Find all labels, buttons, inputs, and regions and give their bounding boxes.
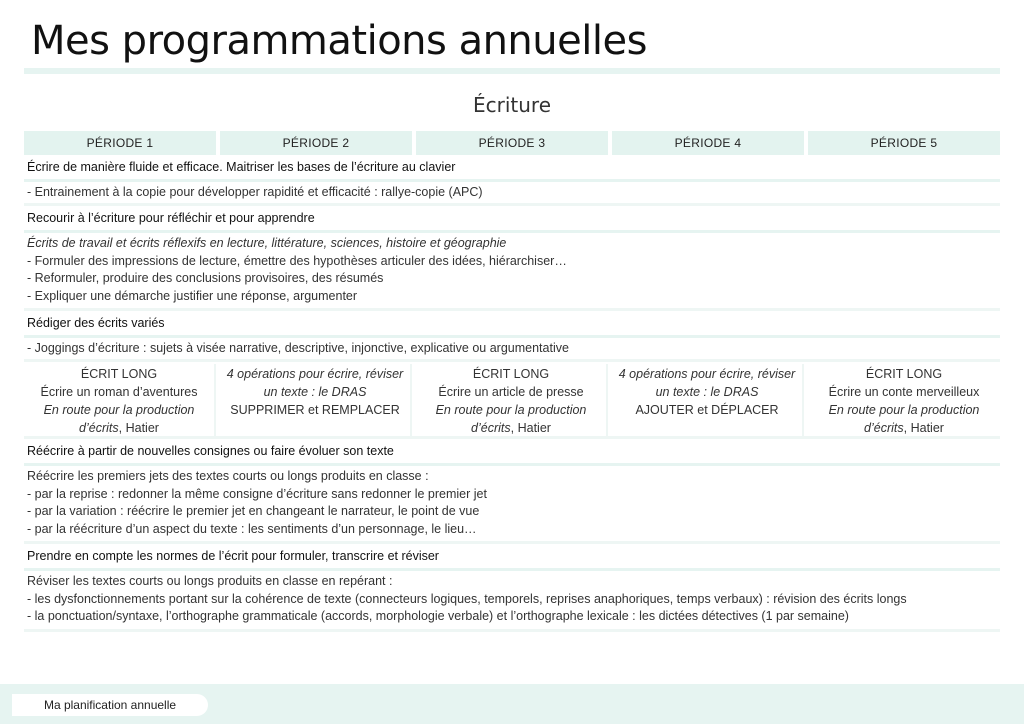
cell-line: Écrire un roman d’aventures xyxy=(40,385,198,399)
content-line: - par la réécriture d’un aspect du texte : les sentiments d’un personnage, le lieu… xyxy=(27,521,477,536)
section-title-varied: Rédiger des écrits variés xyxy=(24,311,1000,338)
period-cells-row xyxy=(24,364,1000,439)
content-line: - Reformuler, produire des conclusions provisoires, des résumés xyxy=(27,271,384,285)
cell-line: En route pour la production xyxy=(828,403,980,417)
cell-line: ÉCRIT LONG xyxy=(80,367,158,381)
period-1-cell xyxy=(24,364,216,437)
cell-line xyxy=(24,419,214,437)
publisher: , Hatier xyxy=(118,421,159,435)
content-line: - Expliquer une démarche justifier une réponse, argumenter xyxy=(27,288,358,303)
subject-heading: Écriture xyxy=(472,93,552,117)
content-line: Réviser les textes courts ou longs produits en classe en repérant : xyxy=(27,574,393,588)
cell-line: Écrire un article de presse xyxy=(438,385,584,399)
period-4-header: PÉRIODE 4 xyxy=(612,131,804,155)
cell-line: 4 opérations pour écrire, réviser xyxy=(226,367,404,381)
book-title-part: d’écrits xyxy=(471,421,511,435)
period-5-cell xyxy=(808,364,1000,437)
book-title-part: d’écrits xyxy=(864,421,904,435)
period-header-row xyxy=(24,131,1000,155)
book-title-part: d’écrits xyxy=(79,421,119,435)
section-content-rewrite xyxy=(24,466,1000,544)
title-underline xyxy=(24,68,1000,74)
cell-line: 4 opérations pour écrire, réviser xyxy=(618,367,796,381)
period-3-cell xyxy=(416,364,608,437)
content-line: - Joggings d’écriture : sujets à visée narrative, descriptive, injonctive, explicative ou argumentative xyxy=(27,340,569,355)
cell-line: un texte : le DRAS xyxy=(263,385,367,399)
programming-table xyxy=(24,131,1000,632)
content-line: - par la reprise : redonner la même consigne d’écriture sans redonner le premier jet xyxy=(27,486,487,501)
footer-tab-label: Ma planification annuelle xyxy=(12,694,208,716)
cell-line: Écrire un conte merveilleux xyxy=(828,385,980,399)
publisher: , Hatier xyxy=(903,421,944,435)
cell-line: AJOUTER et DÉPLACER xyxy=(635,403,779,417)
content-line: - Formuler des impressions de lecture, émettre des hypothèses articuler des idées, hiérarchiser… xyxy=(27,253,567,268)
period-2-cell xyxy=(220,364,412,437)
section-content-reflect xyxy=(24,233,1000,311)
section-content-fluency xyxy=(24,182,1000,206)
cell-line: SUPPRIMER et REMPLACER xyxy=(230,403,400,417)
period-3-header: PÉRIODE 3 xyxy=(416,131,608,155)
period-1-header: PÉRIODE 1 xyxy=(24,131,216,155)
page-title: Mes programmations annuelles xyxy=(31,18,647,64)
cell-line xyxy=(416,419,606,437)
cell-line xyxy=(808,419,1000,437)
cell-line: ÉCRIT LONG xyxy=(472,367,550,381)
footer-bar xyxy=(0,684,1024,724)
content-line: - Entrainement à la copie pour développer rapidité et efficacité : rallye-copie (APC) xyxy=(27,184,483,199)
section-title-reflect: Recourir à l’écriture pour réfléchir et pour apprendre xyxy=(24,206,1000,233)
section-content-norms xyxy=(24,571,1000,632)
cell-line: En route pour la production xyxy=(43,403,195,417)
publisher: , Hatier xyxy=(510,421,551,435)
cell-line: ÉCRIT LONG xyxy=(865,367,943,381)
content-line: - la ponctuation/syntaxe, l’orthographe grammaticale (accords, morphologie verbale) et l’orthographe lexicale : les dictées détectives (1 par semaine) xyxy=(27,609,849,623)
content-line: - les dysfonctionnements portant sur la cohérence de texte (connecteurs logiques, temporels, reprises anaphoriques, temps verbaux) : révision des écrits longs xyxy=(27,591,907,606)
content-line: - par la variation : réécrire le premier jet en changeant le narrateur, le point de vue xyxy=(27,504,480,518)
period-4-cell xyxy=(612,364,804,437)
section-title-norms: Prendre en compte les normes de l’écrit pour formuler, transcrire et réviser xyxy=(24,544,1000,571)
period-5-header: PÉRIODE 5 xyxy=(808,131,1000,155)
cell-line: En route pour la production xyxy=(435,403,587,417)
section-title-rewrite: Réécrire à partir de nouvelles consignes ou faire évoluer son texte xyxy=(24,439,1000,466)
content-line: Réécrire les premiers jets des textes courts ou longs produits en classe : xyxy=(27,469,429,483)
section-content-varied xyxy=(24,338,1000,362)
section-title-fluency: Écrire de manière fluide et efficace. Maitriser les bases de l’écriture au clavier xyxy=(24,155,1000,182)
cell-line: un texte : le DRAS xyxy=(655,385,759,399)
content-line: Écrits de travail et écrits réflexifs en lecture, littérature, sciences, histoire et géographie xyxy=(27,236,507,250)
period-2-header: PÉRIODE 2 xyxy=(220,131,412,155)
